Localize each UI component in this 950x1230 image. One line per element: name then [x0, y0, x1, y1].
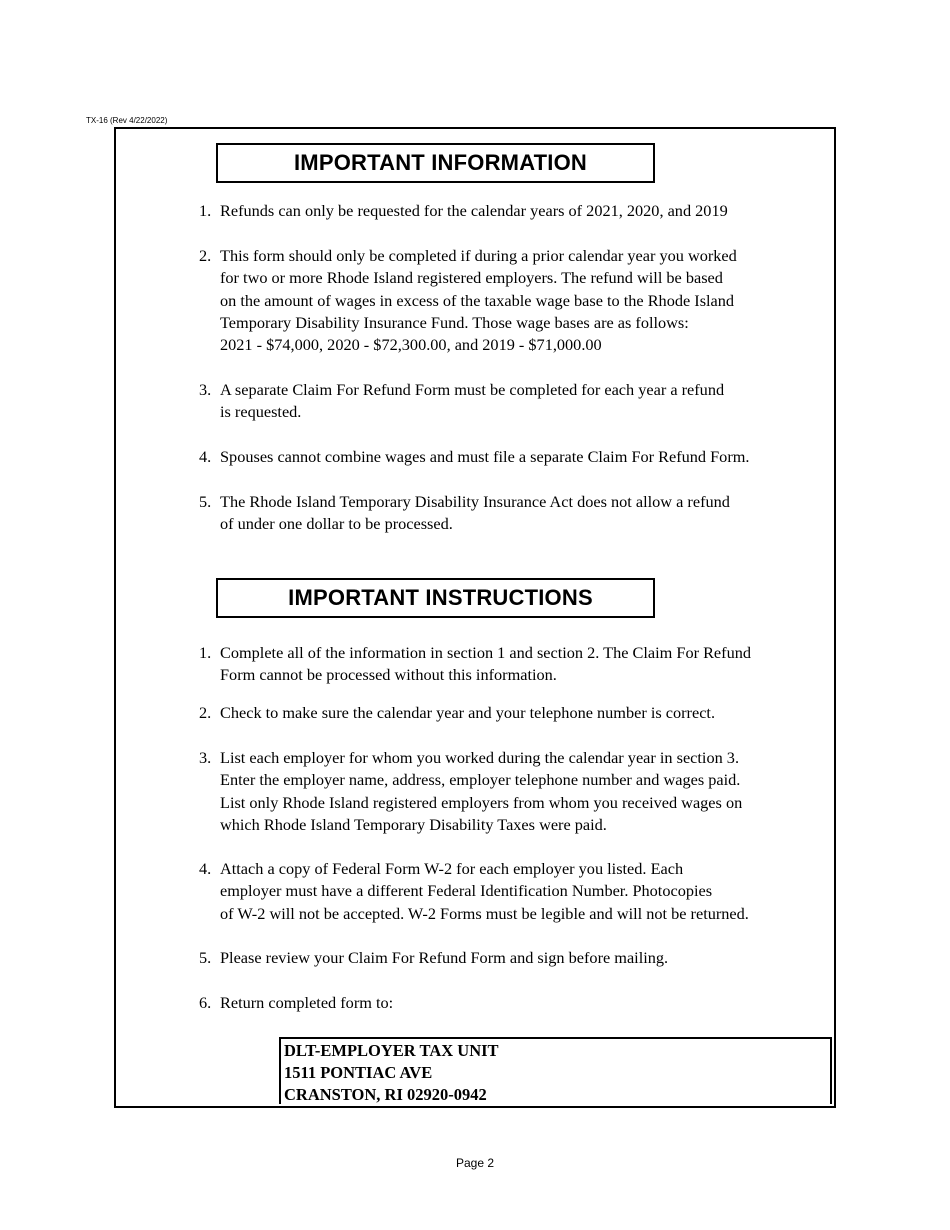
- important-instructions-heading: [216, 578, 655, 618]
- info-item-text: [220, 379, 724, 424]
- info-item-number: 2.: [199, 246, 212, 265]
- address-line-1: DLT-EMPLOYER TAX UNIT: [284, 1041, 499, 1060]
- important-instructions-heading-text: IMPORTANT INSTRUCTIONS: [288, 585, 593, 610]
- info-item-line: A separate Claim For Refund Form must be completed for each year a refund: [220, 380, 725, 399]
- instruction-item-line: of W-2 will not be accepted. W-2 Forms must be legible and will not be returned.: [220, 903, 749, 923]
- instruction-item-number: 5.: [199, 948, 212, 967]
- instruction-item-line: Attach a copy of Federal Form W-2 for each employer you listed. Each: [220, 859, 684, 878]
- address-line-3: CRANSTON, RI 02920-0942: [284, 1085, 487, 1104]
- info-item-text: [220, 245, 737, 356]
- instruction-item-text: [220, 747, 742, 836]
- form-revision-id: TX-16 (Rev 4/22/2022): [86, 116, 168, 125]
- mailing-address-box: [279, 1037, 832, 1104]
- info-item-number: 1.: [199, 201, 212, 220]
- instruction-item-line: List only Rhode Island registered employers from whom you received wages on: [220, 792, 743, 812]
- instruction-item-text: [220, 947, 668, 969]
- instruction-item-text: [220, 858, 749, 925]
- instruction-item-number: 3.: [199, 748, 212, 767]
- info-item-line: on the amount of wages in excess of the taxable wage base to the Rhode Island: [220, 290, 735, 310]
- instruction-item-number: 4.: [199, 859, 212, 878]
- info-item-line: for two or more Rhode Island registered employers. The refund will be based: [220, 268, 723, 288]
- info-item-line: 2021 - $74,000, 2020 - $72,300.00, and 2019 - $71,000.00: [220, 335, 602, 355]
- instruction-item-number: 6.: [199, 993, 212, 1012]
- instruction-item-line: Form cannot be processed without this information.: [220, 665, 557, 685]
- instruction-item-number: 1.: [199, 643, 212, 662]
- info-item-line: of under one dollar to be processed.: [220, 514, 453, 534]
- info-item-number: 4.: [199, 447, 212, 466]
- info-item-line: Refunds can only be requested for the calendar years of 2021, 2020, and 2019: [220, 201, 728, 220]
- instruction-item-text: [220, 702, 715, 724]
- info-item-number: 5.: [199, 492, 212, 511]
- page-number: Page 2: [455, 1156, 495, 1170]
- important-information-heading: [216, 143, 655, 183]
- instruction-item-text: [220, 642, 751, 687]
- instruction-item-line: which Rhode Island Temporary Disability Taxes were paid.: [220, 814, 607, 834]
- instruction-item-line: employer must have a different Federal Identification Number. Photocopies: [220, 881, 713, 901]
- info-item-line: Spouses cannot combine wages and must file a separate Claim For Refund Form.: [220, 447, 750, 466]
- instruction-item-line: Complete all of the information in section 1 and section 2. The Claim For Refund: [220, 643, 752, 662]
- info-item-text: [220, 200, 728, 222]
- instruction-item-line: Return completed form to:: [220, 993, 394, 1012]
- info-item-text: [220, 491, 730, 536]
- info-item-text: [220, 446, 749, 468]
- info-item-line: This form should only be completed if during a prior calendar year you worked: [220, 246, 737, 265]
- info-item-line: Temporary Disability Insurance Fund. Those wage bases are as follows:: [220, 312, 689, 332]
- instruction-item-line: List each employer for whom you worked during the calendar year in section 3.: [220, 748, 740, 767]
- info-item-line: is requested.: [220, 402, 302, 422]
- address-line-2: 1511 PONTIAC AVE: [284, 1063, 433, 1082]
- instruction-item-line: Please review your Claim For Refund Form and sign before mailing.: [220, 948, 669, 967]
- instruction-item-number: 2.: [199, 703, 212, 722]
- instruction-item-line: Check to make sure the calendar year and your telephone number is correct.: [220, 703, 716, 722]
- instruction-item-line: Enter the employer name, address, employer telephone number and wages paid.: [220, 770, 741, 790]
- info-item-line: The Rhode Island Temporary Disability Insurance Act does not allow a refund: [220, 492, 730, 511]
- instruction-item-text: [220, 992, 393, 1014]
- info-item-number: 3.: [199, 380, 212, 399]
- important-information-heading-text: IMPORTANT INFORMATION: [293, 150, 587, 175]
